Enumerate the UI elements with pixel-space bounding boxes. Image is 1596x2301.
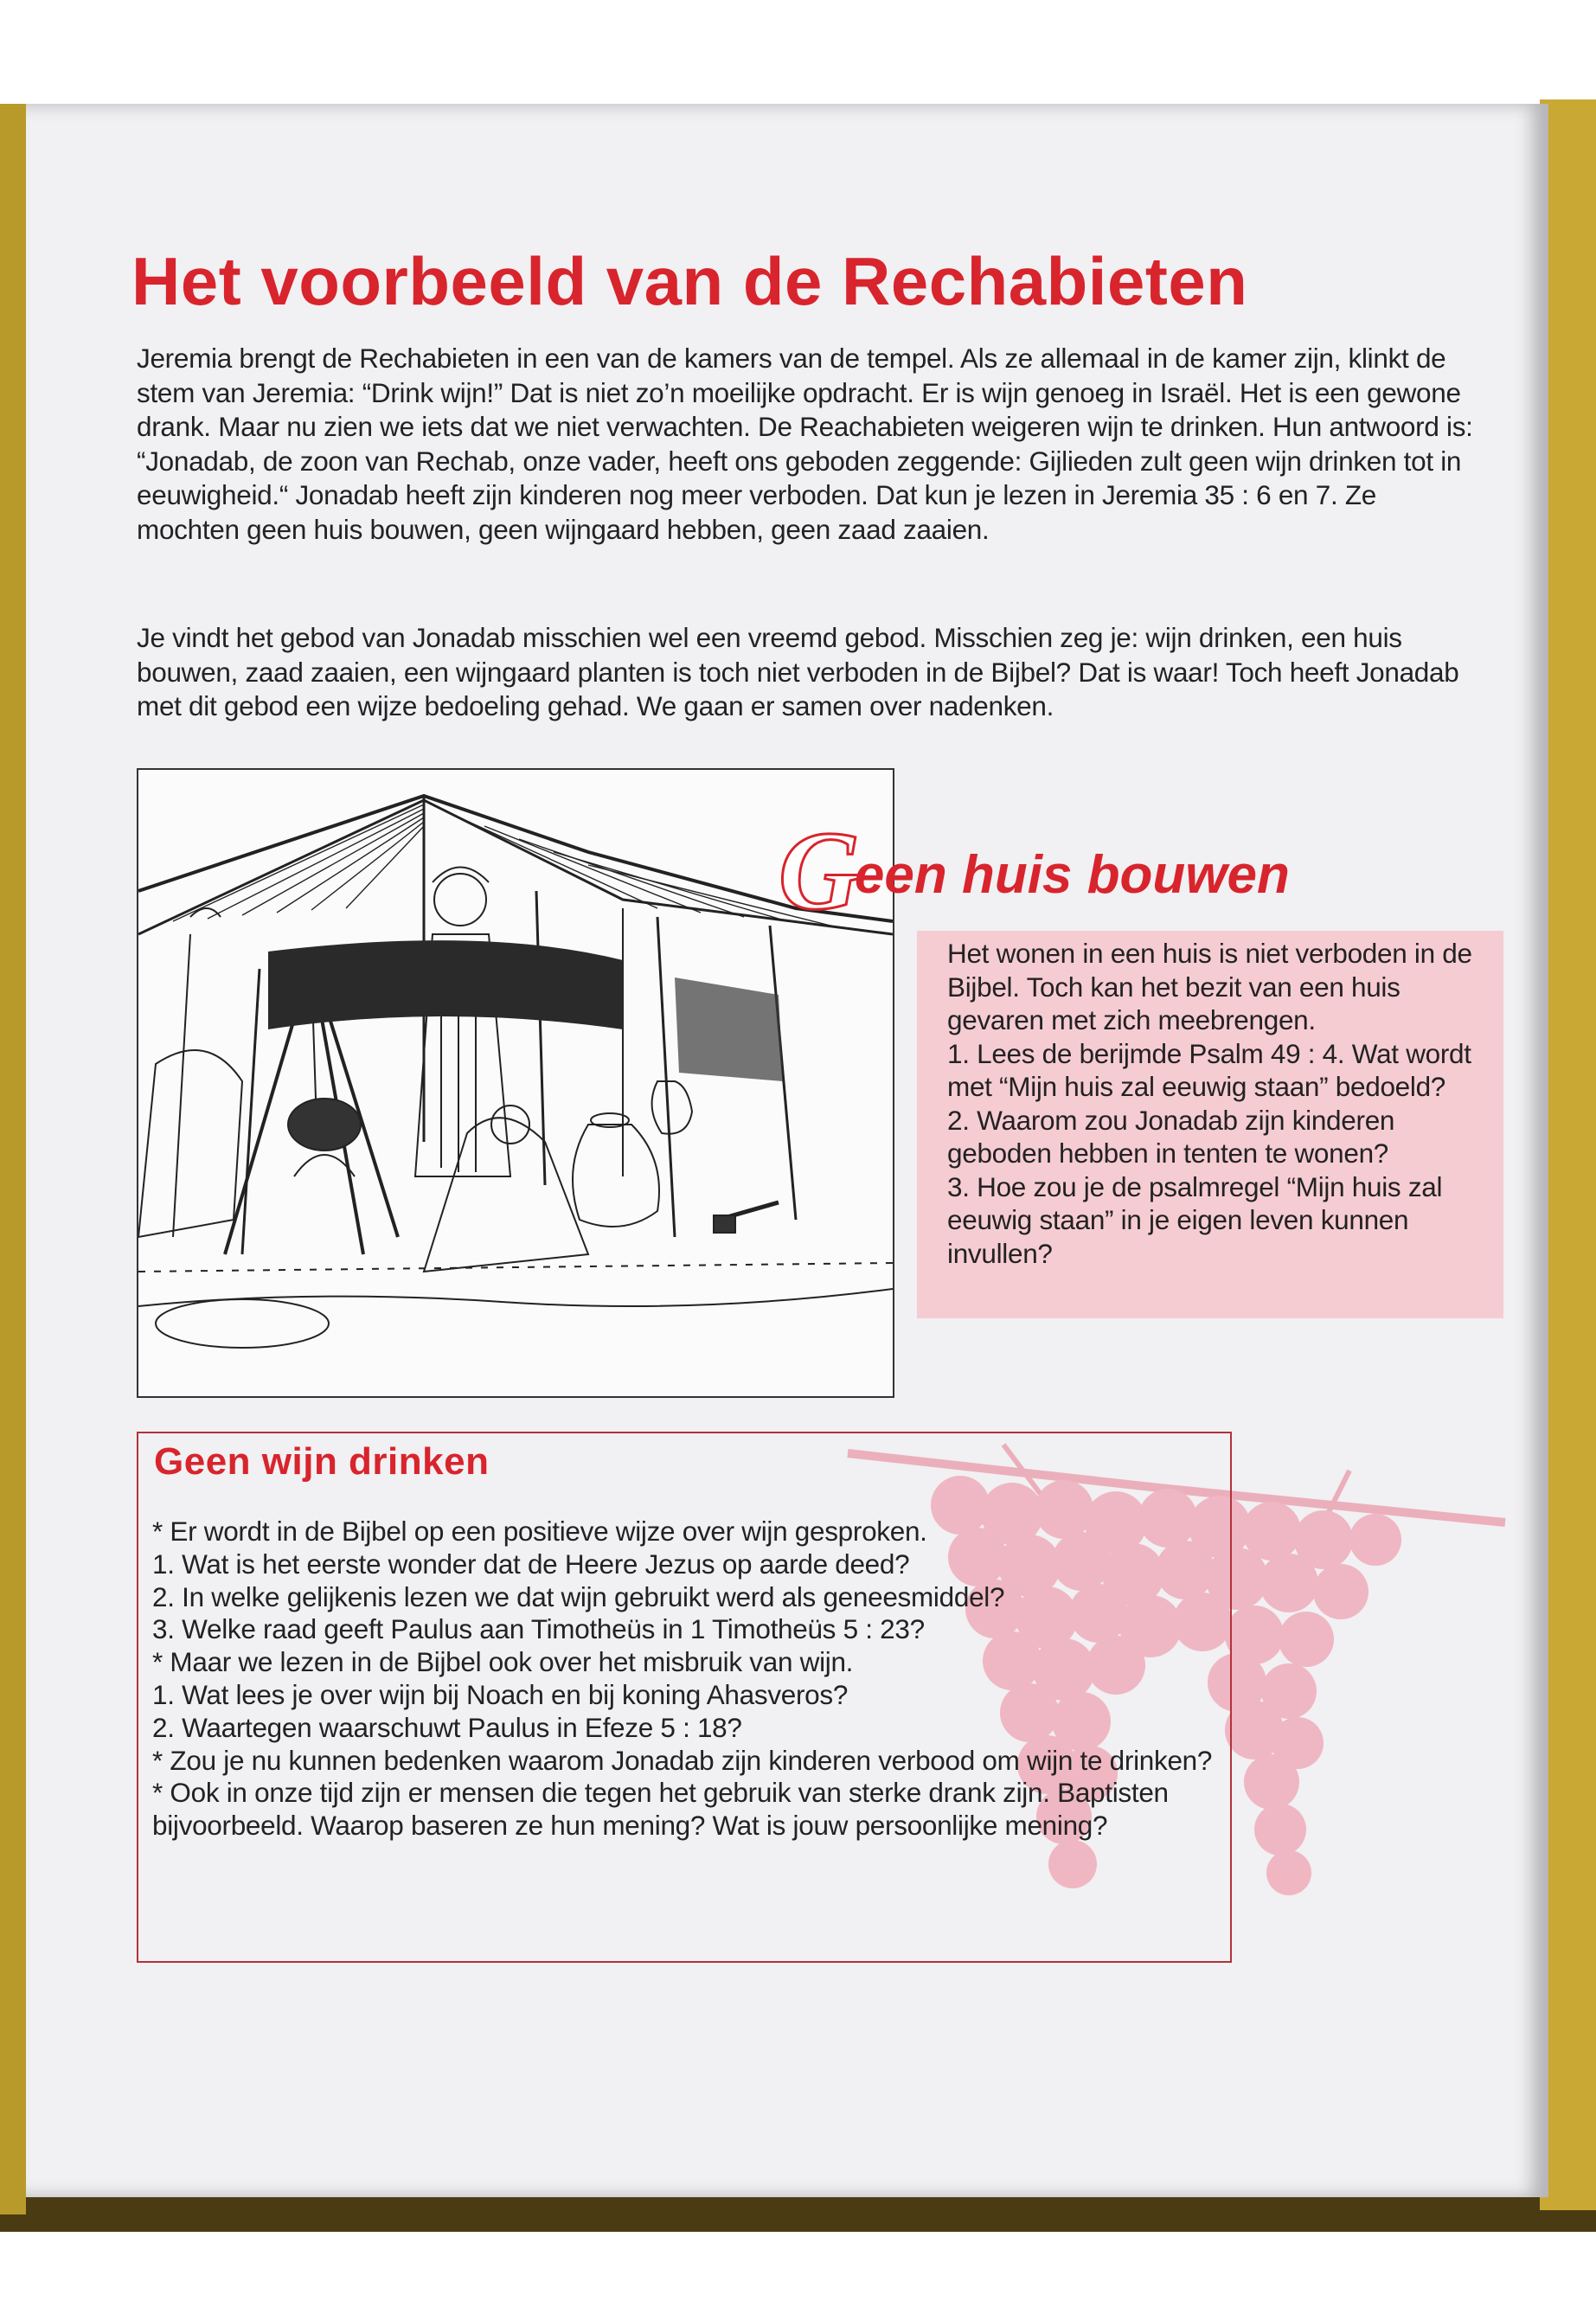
house-intro: Het wonen in een huis is niet verboden in de Bijbel. Toch kan het bezit van een huis gevaren met zich meebrengen.: [947, 938, 1472, 1035]
wine-line-1: * Er wordt in de Bijbel op een positieve wijze over wijn gesproken.: [152, 1516, 927, 1547]
wine-line-2: 1. Wat is het eerste wonder dat de Heere Jezus op aarde deed?: [152, 1548, 910, 1580]
drop-cap-initial: G: [779, 809, 860, 933]
house-question-1: 1. Lees de berijmde Psalm 49 : 4. Wat wordt met “Mijn huis zal eeuwig staan” bedoeld?: [947, 1037, 1471, 1102]
wine-line-8: * Zou je nu kunnen bedenken waarom Jonadab zijn kinderen verbood om wijn te drinken?: [152, 1744, 1213, 1776]
book-shadow: [0, 2197, 1596, 2232]
wine-line-9: * Ook in onze tijd zijn er mensen die tegen het gebruik van sterke drank zijn. Baptisten bijvoorbeeld. Waarop baseren ze hun mening? Wat is jouw persoonlijke mening?: [152, 1777, 1169, 1842]
house-question-2: 2. Waarom zou Jonadab zijn kinderen geboden hebben in tenten te wonen?: [947, 1104, 1395, 1169]
page-title: Het voorbeeld van de Rechabieten: [131, 243, 1248, 319]
wine-line-6: 1. Wat lees je over wijn bij Noach en bij koning Ahasveros?: [152, 1678, 849, 1710]
section-house-title-text: een huis bouwen: [854, 845, 1290, 905]
section-house-title: [779, 806, 1290, 936]
wine-line-5: * Maar we lezen in de Bijbel ook over het misbruik van wijn.: [152, 1646, 854, 1678]
section-wine-title: Geen wijn drinken: [154, 1440, 490, 1483]
wine-line-4: 3. Welke raad geeft Paulus aan Timotheüs in 1 Timotheüs 5 : 23?: [152, 1613, 925, 1645]
wine-line-7: 2. Waartegen waarschuwt Paulus in Efeze 5 : 18?: [152, 1711, 742, 1743]
house-questions: [947, 937, 1484, 1270]
book-spine: [0, 104, 26, 2214]
wine-line-3: 2. In welke gelijkenis lezen we dat wijn gebruikt werd als geneesmiddel?: [152, 1580, 1005, 1612]
wine-questions: [152, 1516, 1225, 1843]
intro-paragraph-2: Je vindt het gebod van Jonadab misschien wel een vreemd gebod. Misschien zeg je: wijn drinken, een huis bouwen, zaad zaaien, een wijngaard planten is toch niet verboden in de Bijbel? Dat is waar! Toch heeft Jonadab met dit gebod een wijze bedoeling gehad. We gaan er samen over nadenken.: [137, 622, 1459, 721]
house-question-3: 3. Hoe zou je de psalmregel “Mijn huis zal eeuwig staan” in je eigen leven kunnen invullen?: [947, 1170, 1443, 1269]
intro-paragraph-1: Jeremia brengt de Rechabieten in een van de kamers van de tempel. Als ze allemaal in de kamer zijn, klinkt de stem van Jeremia: “Drink wijn!” Dat is niet zo’n moeilijke opdracht. Er is wijn genoeg in Israël. Het is een gewone drank. Maar nu zien we iets dat we niet verwachten. De Reachabieten weigeren wijn te drinken. Hun antwoord is: “Jonadab, de zoon van Rechab, onze vader, heeft ons geboden zeggende: Gijlieden zult geen wijn drinken tot in eeuwigheid.“ Jonadab heeft zijn kinderen nog meer verboden. Dat kun je lezen in Jeremia 35 : 6 en 7. Ze mochten geen huis bouwen, geen wijngaard hebben, geen zaad zaaien.: [137, 343, 1473, 545]
